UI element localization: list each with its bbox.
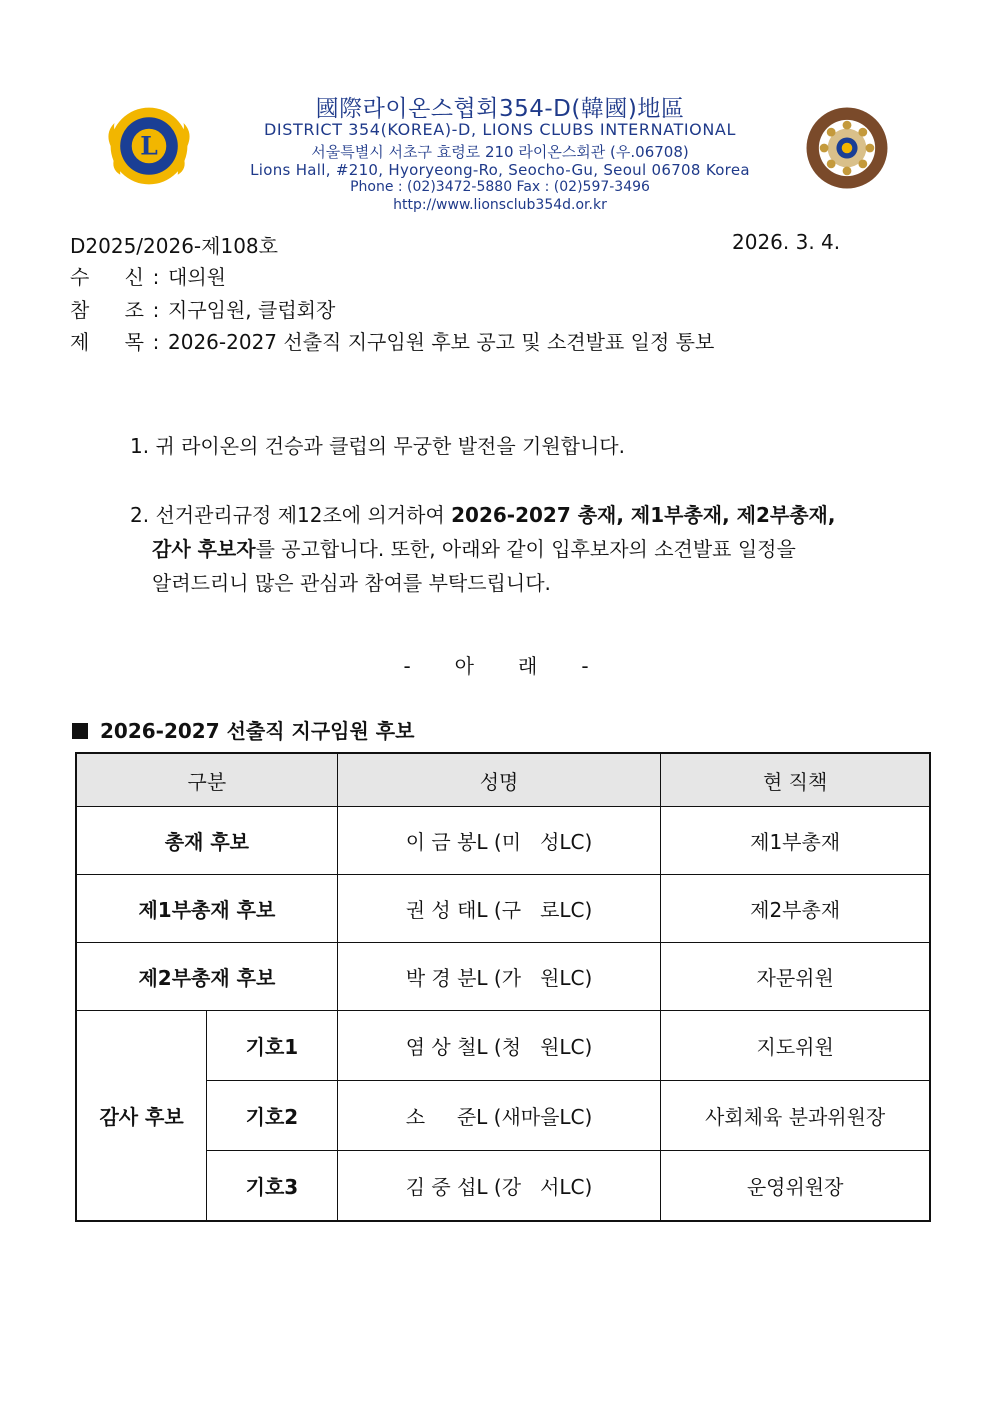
paragraph-2-bold-offices: 2026-2027 총재, 제1부총재, 제2부총재,: [451, 503, 836, 527]
reference-value: 지구임원, 클럽회장: [168, 298, 336, 322]
paragraph-2-text-2: 를 공고합니다. 또한, 아래와 같이 입후보자의 소견발표 일정을: [255, 537, 796, 561]
section-title: [72, 715, 414, 744]
row-name: 이 금 봉L (미 성LC): [337, 807, 661, 875]
table-header-row: [76, 753, 930, 807]
audit-name: 염 상 철L (청 원LC): [337, 1011, 661, 1081]
row-category: 제2부총재 후보: [76, 943, 337, 1011]
audit-code: 기호3: [207, 1151, 338, 1222]
table-row: [76, 1011, 930, 1081]
section-title-text: 2026-2027 선출직 지구임원 후보: [100, 719, 415, 743]
paragraph-2-bold-audit: 감사 후보자: [152, 537, 256, 561]
audit-name: 김 중 섭L (강 서LC): [337, 1151, 661, 1222]
audit-category: 감사 후보: [76, 1011, 207, 1222]
recipient-value: 대의원: [168, 265, 226, 289]
paragraph-2-line-3: 알려드리니 많은 관심과 참여를 부탁드립니다.: [152, 571, 551, 595]
subject-value: 2026-2027 선출직 지구임원 후보 공고 및 소견발표 일정 통보: [168, 330, 715, 354]
document-date: 2026. 3. 4.: [732, 230, 841, 254]
district-english-name: DISTRICT 354(KOREA)-D, LIONS CLUBS INTERNATIONAL: [264, 120, 736, 139]
document-number: D2025/2026-제108호: [70, 234, 278, 258]
below-heading: [0, 650, 992, 679]
website-url[interactable]: http://www.lionsclub354d.or.kr: [393, 197, 607, 213]
candidate-table: [75, 752, 931, 1222]
paragraph-2-text: 2. 선거관리규정 제12조에 의거하여: [130, 503, 452, 527]
reference-line: [70, 294, 335, 323]
dash: -: [403, 654, 411, 678]
address-korean: 서울특별시 서초구 효령로 210 라이온스회관 (우.06708): [311, 143, 689, 161]
district-title: 國際라이온스협회354-D(韓國)地區: [315, 96, 685, 122]
address-english: Lions Hall, #210, Hyoryeong-Ro, Seocho-Gu, Seoul 06708 Korea: [250, 161, 750, 179]
audit-position: 운영위원장: [661, 1151, 930, 1222]
black-square-icon: [72, 723, 88, 739]
recipient-line: [70, 261, 226, 290]
separator: :: [152, 298, 160, 322]
row-position: 제2부총재: [661, 875, 930, 943]
reference-label: 참 조: [70, 298, 144, 322]
audit-code: 기호2: [207, 1081, 338, 1151]
subject-line: [70, 326, 714, 355]
header-position: 현 직책: [661, 753, 930, 807]
recipient-label: 수 신: [70, 265, 144, 289]
audit-name: 소 준L (새마을LC): [337, 1081, 661, 1151]
phone-fax: Phone : (02)3472-5880 Fax : (02)597-3496: [350, 179, 650, 195]
table-row: [76, 875, 930, 943]
separator: :: [152, 330, 160, 354]
row-name: 박 경 분L (가 원LC): [337, 943, 661, 1011]
table-row: [76, 943, 930, 1011]
audit-position: 사회체육 분과위원장: [661, 1081, 930, 1151]
row-category: 제1부총재 후보: [76, 875, 337, 943]
subject-label: 제 목: [70, 330, 144, 354]
row-position: 자문위원: [661, 943, 930, 1011]
separator: :: [152, 265, 160, 289]
audit-position: 지도위원: [661, 1011, 930, 1081]
paragraph-1: 1. 귀 라이온의 건승과 클럽의 무궁한 발전을 기원합니다.: [130, 434, 625, 458]
district-354d-seal-icon: [798, 104, 896, 192]
paragraph-2-line-1: [130, 499, 835, 528]
row-name: 권 성 태L (구 로LC): [337, 875, 661, 943]
row-position: 제1부총재: [661, 807, 930, 875]
header-name: 성명: [337, 753, 661, 807]
below-char-rae: 래: [518, 654, 538, 678]
paragraph-2-line-2: [152, 533, 796, 562]
table-row: [76, 807, 930, 875]
svg-text:L: L: [140, 131, 158, 161]
below-char-a: 아: [454, 654, 474, 678]
header-category: 구분: [76, 753, 337, 807]
audit-code: 기호1: [207, 1011, 338, 1081]
lions-international-emblem-icon: [100, 98, 198, 194]
dash: -: [581, 654, 589, 678]
row-category: 총재 후보: [76, 807, 337, 875]
